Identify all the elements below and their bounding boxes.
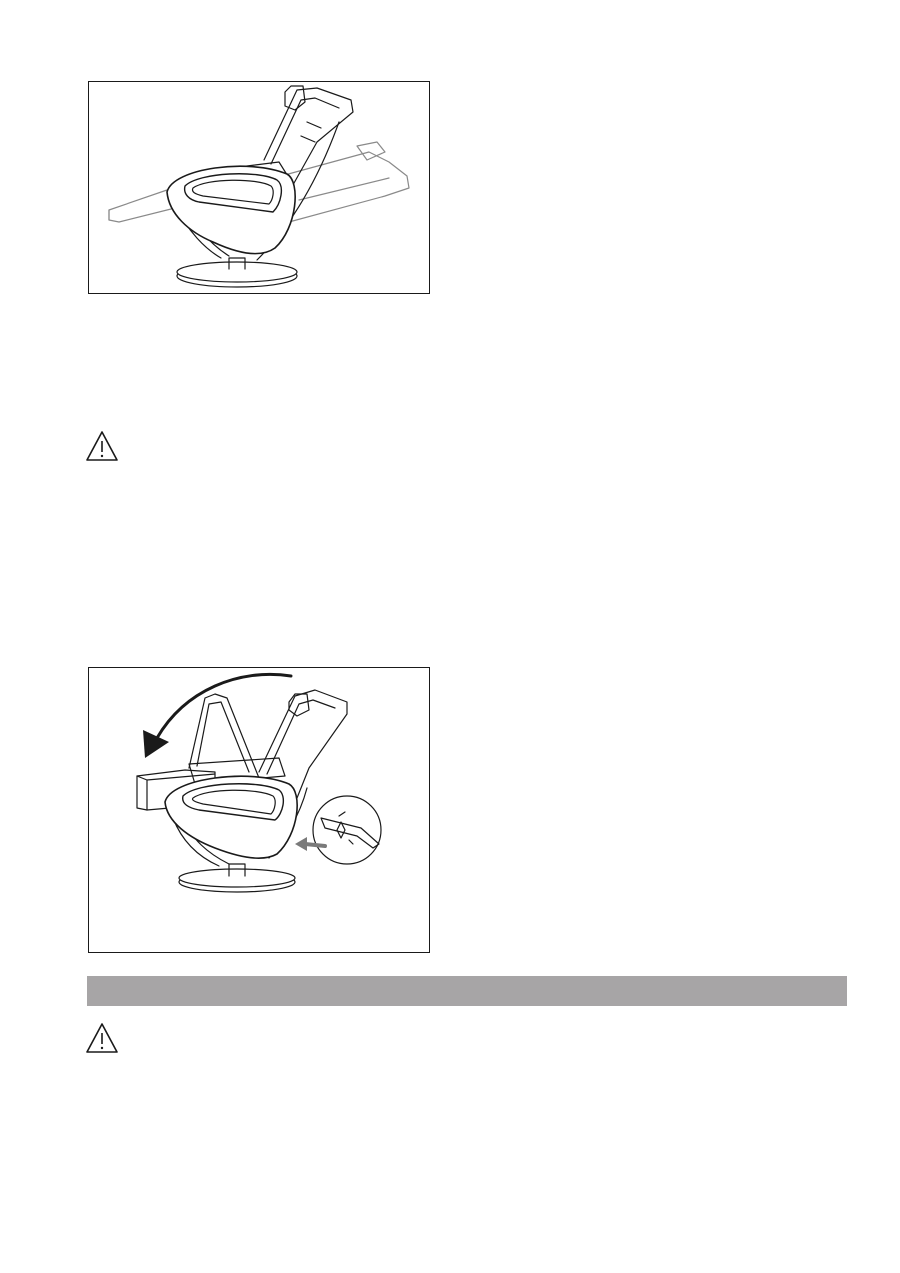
warning-triangle-icon bbox=[85, 430, 119, 462]
figure-upright-chair-lever bbox=[88, 667, 430, 953]
figure-reclined-chair bbox=[88, 81, 430, 294]
upright-chair-illustration bbox=[89, 668, 429, 952]
reclined-chair-illustration bbox=[89, 82, 429, 293]
warning-triangle-icon bbox=[85, 1022, 119, 1054]
rotation-arrow-icon bbox=[157, 674, 291, 738]
section-header-bar bbox=[87, 976, 847, 1006]
